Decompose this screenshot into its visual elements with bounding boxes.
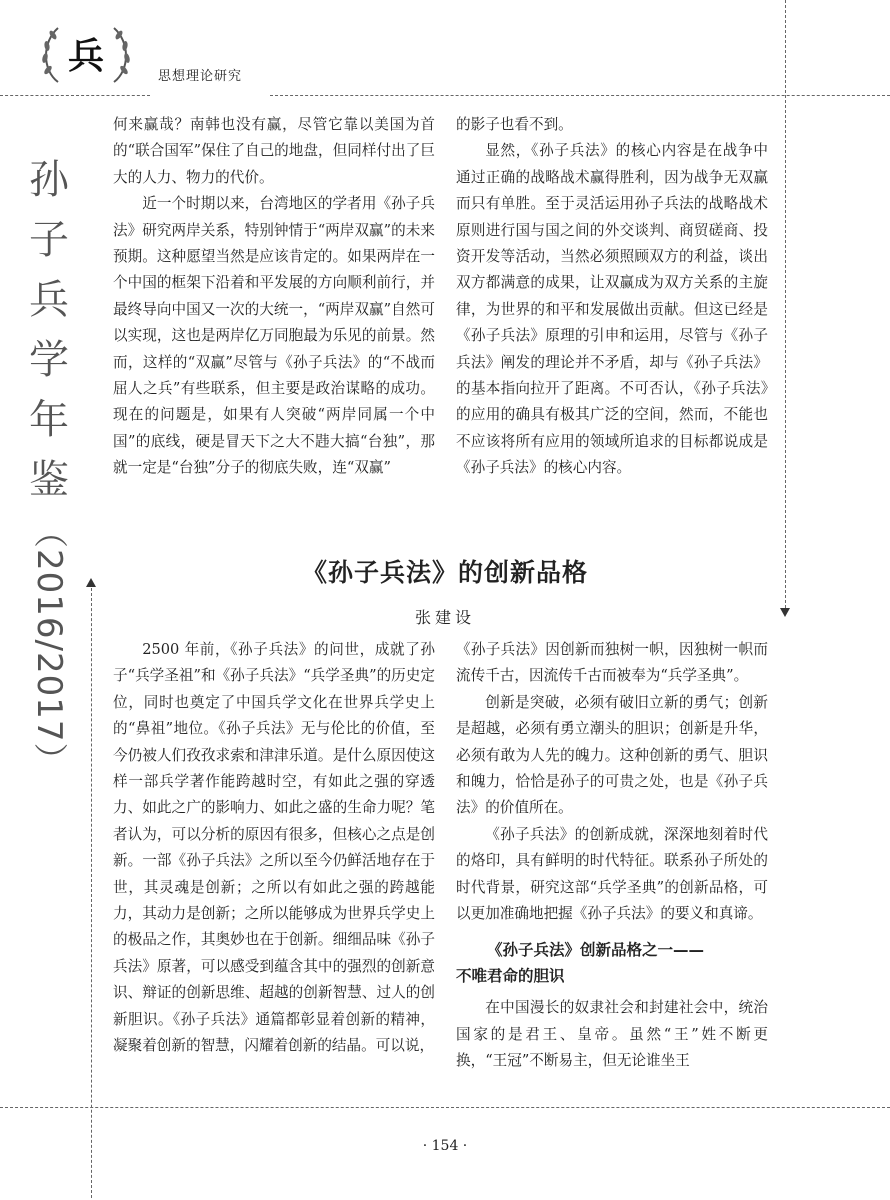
paragraph: 近一个时期以来，台湾地区的学者用《孙子兵法》研究两岸关系，特别钟情于“两岸双赢”的未来预期。这种愿望当然是应该肯定的。如果两岸在一个中国的框架下沿着和平发展的方向顺利前行，并最终导向中国又一次的大统一，“两岸双赢”自然可以实现，这也是两岸亿万同胞最为乐见的前景。然而，这样的“双赢”尽管与《孙子兵法》的“不战而屈人之兵”有些联系，但主要是政治谋略的成功。现在的问题是，如果有人突破“两岸同属一个中国”的底线，硬是冒天下之大不韪大搞“台独”，那就一定是“台独”分子的彻底失败，连“双赢” <box>113 195 435 477</box>
paragraph: 《孙子兵法》因创新而独树一帜，因独树一帜而流传千古，因流传千古而被奉为“兵学圣典”。 <box>456 641 768 685</box>
article-right-column <box>456 637 768 1075</box>
paragraph: 2500 年前，《孙子兵法》的问世，成就了孙子“兵学圣祖”和《孙子兵法》“兵学圣典”的历史定位，同时也奠定了中国兵学文化在世界兵学史上的“鼻祖”地位。《孙子兵法》无与伦比的价值，至今仍被人们孜孜求索和津津乐道。是什么原因使这样一部兵学著作能跨越时空，有如此之强的穿透力、如此之广的影响力、如此之盛的生命力呢？笔者认为，可以分析的原因有很多，但核心之点是创新。一部《孙子兵法》之所以至今仍鲜活地存在于世，其灵魂是创新；之所以有如此之强的跨越能力，其动力是创新；之所以能够成为世界兵学史上的极品之作，其奥妙也在于创新。细细品味《孙子兵法》原著，可以感受到蕴含其中的强烈的创新意识、辩证的创新思维、超越的创新智慧、过人的创新胆识。《孙子兵法》通篇都彰显着创新的精神，凝聚着创新的智慧，闪耀着创新的结晶。可以说， <box>113 641 435 1055</box>
prev-article-left-column <box>113 112 435 482</box>
subheading-line-2: 不唯君命的胆识 <box>456 967 565 986</box>
side-title-char: 年 <box>29 397 69 443</box>
side-title-char: 鉴 <box>29 457 69 503</box>
top-divider-right <box>270 95 890 96</box>
article-author: 张建设 <box>414 608 475 627</box>
article-left-column <box>113 637 435 1060</box>
paragraph: 的影子也看不到。 <box>456 116 573 133</box>
logo-glyph: 兵 <box>67 36 105 77</box>
paragraph: 创新是突破，必须有破旧立新的勇气；创新是超越，必须有勇立潮头的胆识；创新是升华，必须有敢为人先的魄力。这种创新的勇气、胆识和魄力，恰恰是孙子的可贵之处，也是《孙子兵法》的价值所在。 <box>456 693 768 817</box>
side-title-char: 兵 <box>29 277 69 323</box>
bottom-divider <box>0 1107 890 1108</box>
prev-article-right-column <box>456 112 768 482</box>
paragraph: 何来赢哉？南韩也没有赢，尽管它靠以美国为首的“联合国军”保住了自己的地盘，但同样付出了巨大的人力、物力的代价。 <box>113 116 435 186</box>
side-title-year: （2016/2017） <box>29 514 69 778</box>
side-title-char: 子 <box>29 217 69 263</box>
side-title-char: 学 <box>29 337 69 383</box>
section-subheading <box>456 937 768 989</box>
article-title: 《孙子兵法》的创新品格 <box>301 558 588 587</box>
subheading-line-1: 《孙子兵法》创新品格之一—— <box>487 941 705 960</box>
paragraph: 显然，《孙子兵法》的核心内容是在战争中通过正确的战略战术赢得胜利，因为战争无双赢而只有单胜。至于灵活运用孙子兵法的战略战术原则进行国与国之间的外交谈判、商贸磋商、投资开发等活动，当然必须照顾双方的利益，谈出双方都满意的成果，让双赢成为双方关系的主旋律，为世界的和平和发展做出贡献。但这已经是《孙子兵法》原理的引申和运用，尽管与《孙子兵法》阐发的理论并不矛盾，却与《孙子兵法》的基本指向拉开了距离。不可否认，《孙子兵法》的应用的确具有极其广泛的空间，然而，不能也不应该将所有应用的领域所追求的目标都说成是《孙子兵法》的核心内容。 <box>456 142 768 477</box>
left-guide-line <box>91 588 92 1198</box>
section-label: 思想理论研究 <box>158 69 243 84</box>
paragraph: 《孙子兵法》的创新成就，深深地刻着时代的烙印，具有鲜明的时代特征。联系孙子所处的时代背景，研究这部“兵学圣典”的创新品格，可以更加准确地把握《孙子兵法》的要义和真谛。 <box>456 825 768 923</box>
side-title-char: 孙 <box>29 157 69 203</box>
top-divider-left <box>0 95 150 96</box>
yearbook-side-title <box>18 150 80 778</box>
wreath-logo-icon <box>36 22 136 86</box>
right-guide-line <box>785 0 786 608</box>
page-number: · 154 · <box>422 1138 468 1154</box>
paragraph: 在中国漫长的奴隶社会和封建社会中，统治国家的是君王、皇帝。虽然“王”姓不断更换，“王冠”不断易主，但无论谁坐王 <box>456 999 768 1070</box>
